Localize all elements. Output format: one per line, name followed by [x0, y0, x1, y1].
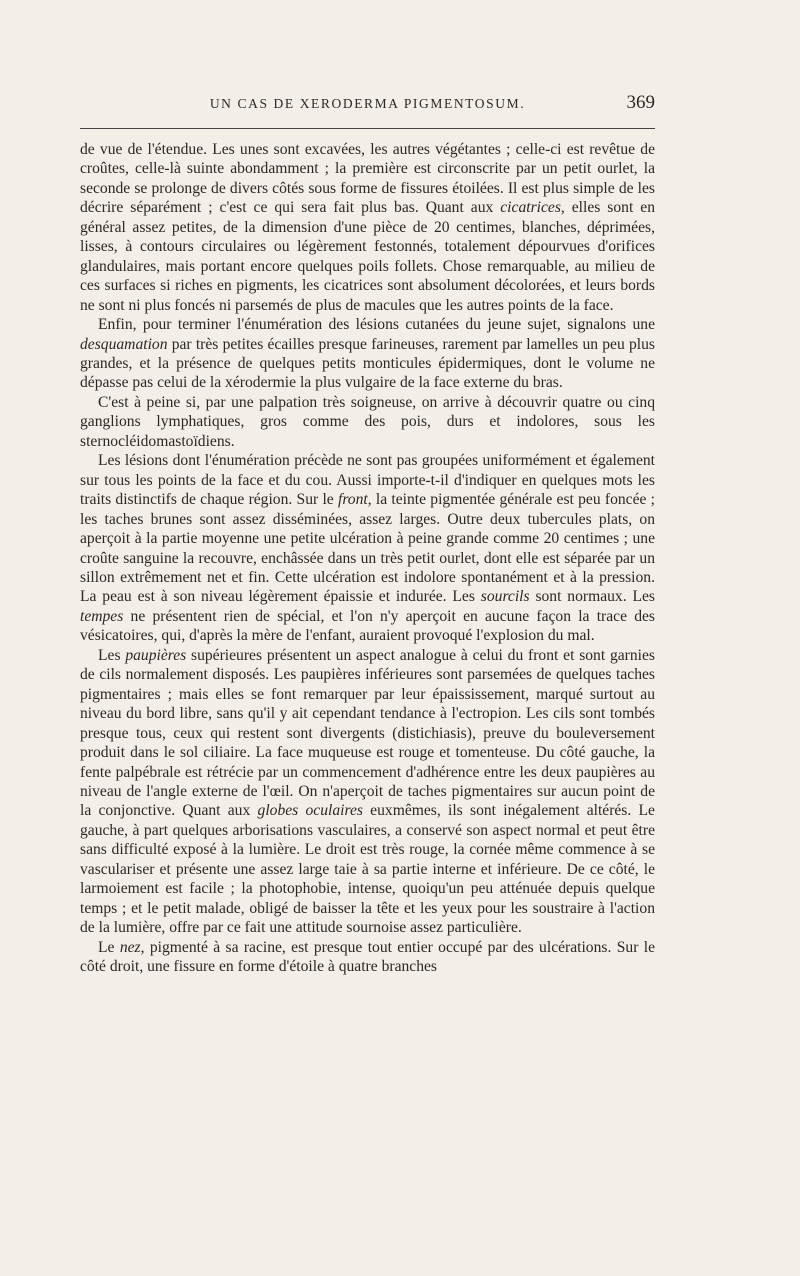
paragraph: [80, 140, 655, 315]
text-run: , elles sont en général assez petites, de la dimension d'une pièce de 20 centimes, blanches, déprimées, lisses, à contours circulaires ou légèrement festonnés, totalement dépourvues d'orifices glandulaires, mais portant encore quelques poils follets. Chose remarquable, au milieu de ces surfaces si riches en pigments, les cicatrices sont absolument décolorées, et leurs bords ne sont ni plus foncés ni parsemés de plus de macules que les autres points de la face.: [80, 199, 655, 314]
text-run: , pigmenté à sa racine, est presque tout entier occupé par des ulcérations. Sur le côté droit, une fissure en forme d'étoile à quatre branches: [80, 938, 655, 976]
italic-term: front: [337, 491, 368, 509]
running-title: UN CAS DE XERODERMA PIGMENTOSUM.: [209, 96, 526, 111]
text-run: Les: [98, 646, 126, 664]
text-run: euxmêmes, ils sont inégalement altérés. Le gauche, à part quelques arborisations vasculaires, a conservé son aspect normal et peut être sans difficulté exposé à la lumière. Le droit est très rouge, la cornée même commence à se vasculariser et présente une assez large taie à sa partie interne et inférieure. De ce côté, le larmoiement est facile ; la photophobie, intense, quoiqu'un peu atténuée depuis quelque temps ; et le petit malade, obligé de baisser la tête et les yeux pour les soustraire à l'action de la lumière, offre par ce fait une attitude sournoise assez particulière.: [80, 802, 655, 937]
paragraph: [80, 938, 655, 977]
italic-term: sourcils: [480, 588, 530, 606]
text-run: Enfin, pour terminer l'énumération des lésions cutanées du jeune sujet, signalons une: [98, 316, 655, 334]
text-run: Les lésions dont l'énumération précède ne sont pas groupées uniformément et également sur tous les points de la face et du cou. Aussi importe-t-il d'indiquer en quelques mots les traits distinctifs de chaque région. Sur le: [80, 452, 655, 509]
text-run: par très petites écailles presque farineuses, rarement par lamelles un peu plus grandes, et la présence de quelques petits monticules épidermiques, dont le volume ne dépasse pas celui de la xérodermie la plus vulgaire de la face externe du bras.: [80, 335, 655, 392]
header-rule: [80, 128, 655, 129]
text-run: sont normaux. Les: [529, 588, 655, 606]
italic-term: tempes: [80, 607, 124, 625]
italic-term: desquamation: [80, 335, 168, 353]
page-header: [80, 92, 655, 120]
text-run: supérieures présentent un aspect analogue à celui du front et sont garnies de cils normalement disposés. Les paupières inférieures sont parsemées de quelques taches pigmentaires ; mais elles se font remarquer par leur épaississement, marqué surtout au niveau du bord libre, sans qu'il y ait cependant tendance à l'ectropion. Les cils sont tombés presque tous, ceux qui restent sont divergents (distichiasis), preuve du bouleversement produit dans le sol ciliaire. La face muqueuse est rouge et tomenteuse. Du côté gauche, la fente palpébrale est rétrécie par un commencement d'adhérence entre les deux paupières au niveau de l'angle externe de l'œil. On n'aperçoit de taches pigmentaires sur aucun point de la conjonctive. Quant aux: [80, 646, 655, 820]
italic-term: globes oculaires: [257, 802, 363, 820]
paragraph: [80, 451, 655, 646]
text-run: , la teinte pigmentée générale est peu foncée ; les taches brunes sont assez disséminées, assez larges. Outre deux tubercules plats, on aperçoit à la partie moyenne une petite ulcération à peine grande comme 20 centimes ; une croûte sanguine la recouvre, enchâssée dans un très petit ourlet, dont elle est séparée par un sillon extrêmement net et fin. Cette ulcération est indolore spontanément et à la pression. La peau est à son niveau légèrement épaissie et indurée. Les: [80, 491, 656, 606]
text-run: de vue de l'étendue. Les unes sont excavées, les autres végétantes ; celle-ci est revêtue de croûtes, celle-là suinte abondamment ; la première est circonscrite par un petit ourlet, la seconde se prolonge de divers côtés sous forme de fissures étoilées. Il est plus simple de les décrire séparément ; c'est ce qui sera fait plus bas. Quant aux: [80, 141, 655, 217]
paragraph: [80, 393, 655, 451]
text-run: ne présentent rien de spécial, et l'on n'y aperçoit en aucune façon la trace des vésicatoires, qui, d'après la mère de l'enfant, auraient provoqué l'explosion du mal.: [80, 607, 655, 645]
text-run: Le: [98, 938, 120, 956]
italic-term: paupières: [125, 646, 187, 664]
italic-term: nez: [119, 938, 141, 956]
text-run: C'est à peine si, par une palpation très soigneuse, on arrive à découvrir quatre ou cinq ganglions lymphatiques, gros comme des pois, durs et indolores, sous les sternocléidomastoïdiens.: [80, 393, 655, 450]
paragraph: [80, 646, 655, 938]
page-number: 369: [626, 92, 655, 113]
paragraph: [80, 315, 655, 393]
body-text: [80, 140, 655, 976]
italic-term: cicatrices: [500, 199, 561, 217]
